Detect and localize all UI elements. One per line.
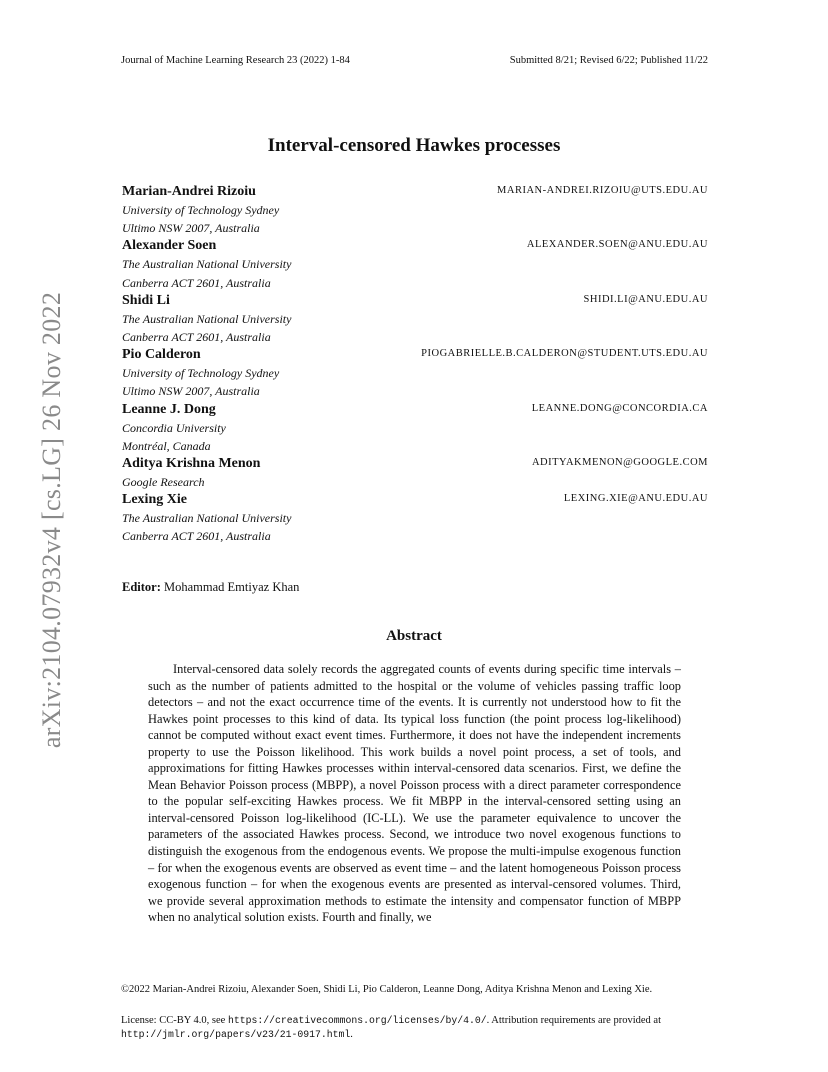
author-email[interactable]: LEANNE.DONG@CONCORDIA.CA [531, 402, 708, 414]
submission-dates: Submitted 8/21; Revised 6/22; Published 11/22 [509, 55, 708, 66]
copyright-notice: ©2022 Marian-Andrei Rizoiu, Alexander Soen, Shidi Li, Pio Calderon, Leanne Dong, Aditya Krishna Menon and Lexing Xie. [121, 984, 653, 995]
license-link[interactable]: https://creativecommons.org/licenses/by/4.0/ [227, 1015, 487, 1026]
author-name: Leanne J. Dong [122, 401, 216, 417]
author-name: Aditya Krishna Menon [122, 456, 261, 472]
author-name: Alexander Soen [122, 238, 217, 254]
author-name: Lexing Xie [122, 492, 187, 508]
author-address: Montréal, Canada [122, 438, 211, 453]
author-block [122, 401, 708, 455]
author-block [122, 346, 708, 400]
author-block [122, 237, 708, 291]
editor-label: Editor: [122, 580, 161, 594]
author-email[interactable]: PIOGABRIELLE.B.CALDERON@STUDENT.UTS.EDU.AU [421, 348, 708, 360]
author-address: Ultimo NSW 2007, Australia [122, 384, 260, 399]
author-block [122, 455, 708, 491]
author-email[interactable]: MARIAN-ANDREI.RIZOIU@UTS.EDU.AU [497, 185, 708, 196]
abstract-body: Interval-censored data solely records the aggregated counts of events during specific time intervals – such as the number of patients admitted to the hospital or the volume of vehicles passing traffic loop detectors – and not the exact occurrence time of the events. It is currently not understood how to fit the Hawkes point processes to this kind of data. Its typical loss function (the point process log-likelihood) cannot be computed without exact event times. Furthermore, it does not have the independent increments property to use the Poisson likelihood. This work builds a novel point process, a set of tools, and approximations for fitting Hawkes processes within interval-censored data scenarios. First, we define the Mean Behavior Poisson process (MBPP), a novel Poisson process with a direct parameter correspondence to the popular self-exciting Hawkes process. We fit MBPP in the interval-censored setting using an interval-censored Poisson log-likelihood (IC-LL). We use the parameter equivalence to uncover the parameters of the associated Hawkes process. Second, we introduce two novel exogenous functions to distinguish the exogenous from the endogenous events. We propose the multi-impulse exogenous function – for when the exogenous events are observed as event time – and the latent homogeneous Poisson process exogenous function – for when the exogenous events are presented as interval-censored volumes. Third, we provide several approximation methods to estimate the intensity and compensator function of MBPP when no analytical solution exists. Fourth and finally, we [148, 662, 681, 925]
journal-info: Journal of Machine Learning Research 23 (2022) 1-84 [121, 55, 350, 66]
author-address: Canberra ACT 2601, Australia [122, 275, 271, 290]
attribution-text: . Attribution requirements are provided at [486, 1015, 661, 1026]
author-block [122, 292, 708, 346]
license-text: License: CC-BY 4.0, see [121, 1015, 228, 1026]
author-block [122, 491, 708, 545]
license-notice [121, 1014, 708, 1041]
author-affiliation: Concordia University [122, 420, 226, 435]
author-affiliation: Google Research [122, 475, 205, 490]
editor-name: Mohammad Emtiyaz Khan [164, 580, 300, 594]
author-email[interactable]: LEXING.XIE@ANU.EDU.AU [563, 493, 708, 505]
author-email[interactable]: ADITYAKMENON@GOOGLE.COM [531, 457, 708, 469]
author-affiliation: University of Technology Sydney [122, 366, 280, 381]
author-affiliation: University of Technology Sydney [122, 203, 280, 217]
author-name: Pio Calderon [122, 347, 201, 363]
attribution-link[interactable]: http://jmlr.org/papers/v23/21-0917.html [121, 1028, 351, 1040]
abstract-heading: Abstract [386, 628, 442, 644]
author-list [122, 183, 708, 546]
author-address: Canberra ACT 2601, Australia [122, 330, 271, 345]
author-name: Marian-Andrei Rizoiu [122, 184, 256, 199]
author-affiliation: The Australian National University [122, 511, 292, 526]
author-address: Canberra ACT 2601, Australia [122, 529, 271, 544]
author-email[interactable]: SHIDI.LI@ANU.EDU.AU [583, 293, 708, 305]
editor-line [122, 580, 299, 595]
author-email[interactable]: ALEXANDER.SOEN@ANU.EDU.AU [526, 239, 708, 251]
author-affiliation: The Australian National University [122, 257, 292, 272]
arxiv-identifier: arXiv:2104.07932v4 [cs.LG] 26 Nov 2022 [37, 291, 66, 749]
paper-title: Interval-censored Hawkes processes [267, 135, 561, 156]
author-affiliation: The Australian National University [122, 311, 292, 326]
license-end: . [350, 1028, 353, 1040]
author-name: Shidi Li [122, 292, 170, 308]
author-block [122, 183, 708, 237]
author-address: Ultimo NSW 2007, Australia [122, 221, 260, 236]
